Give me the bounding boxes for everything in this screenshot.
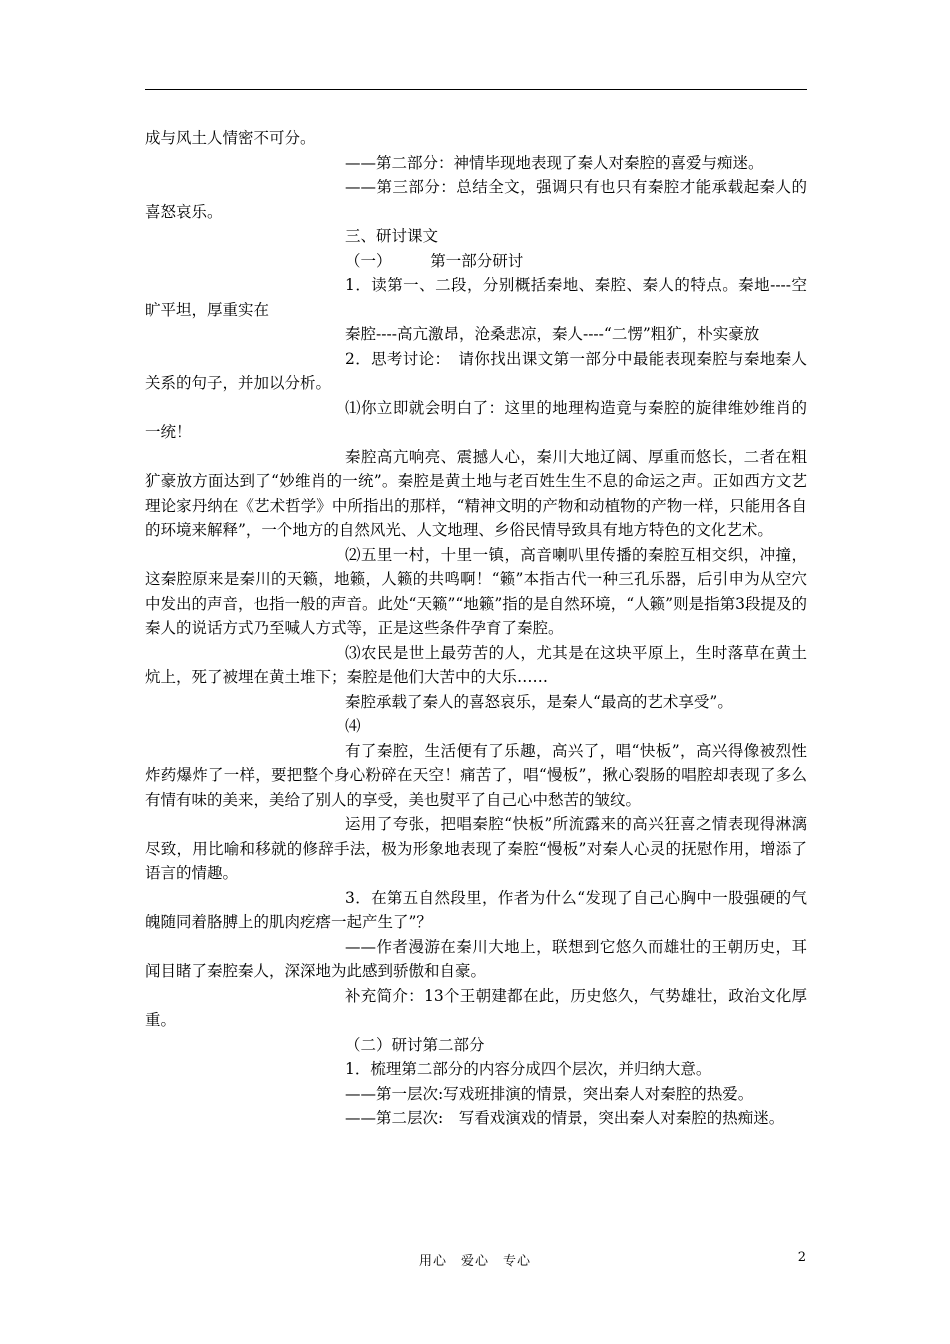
paragraph: 秦腔高亢响亮、震撼人心，秦川大地辽阔、厚重而悠长，二者在粗犷豪放方面达到了“妙维肖的一统”。秦腔是黄土地与老百姓生生不息的命运之声。正如西方文艺理论家丹纳在《艺术哲学》中所指出的那样，“精神文明的产物和动植物的产物一样，只能用各自的环境来解释”，一个地方的自然风光、人文地理、乡俗民情导致具有地方特色的文化艺术。 [145,447,807,539]
paragraph: 秦腔----高亢激昂，沧桑悲凉，秦人----“二愣”粗犷，朴实豪放 [345,325,760,343]
paragraph: 1．梳理第二部分的内容分成四个层次，并归纳大意。 [345,1060,712,1078]
paragraph: 1．读第一、二段，分别概括秦地、秦腔、秦人的特点。秦地----空旷平坦，厚重实在 [145,276,807,319]
subsection-heading: （二）研讨第二部分 [345,1035,485,1054]
paragraph: ——第二部分：神情毕现地表现了秦人对秦腔的喜爱与痴迷。 [345,153,764,172]
paragraph: 成与风土人情密不可分。 [145,129,316,147]
paragraph: ——作者漫游在秦川大地上，联想到它悠久而雄壮的王朝历史，耳闻目睹了秦腔秦人，深深地为此感到骄傲和自豪。 [145,937,807,980]
subsection-heading: （一） 第一部分研讨 [345,251,524,270]
page-number: 2 [797,1250,806,1265]
paragraph: ——第三部分：总结全文，强调只有也只有秦腔才能承载起秦人的喜怒哀乐。 [145,178,807,221]
paragraph: ⑵五里一村，十里一镇，高音喇叭里传播的秦腔互相交织，冲撞，这秦腔原来是秦川的天籁，地籁，人籁的共鸣啊！“籁”本指古代一种三孔乐器，后引申为从空穴中发出的声音，也指一般的声音。此处“天籁”“地籁”指的是自然环境，“人籁”则是指第3段提及的秦人的说话方式乃至喊人方式等，正是这些条件孕育了秦腔。 [145,545,807,637]
section-heading: 三、研讨课文 [345,227,439,245]
paragraph: 补充简介：13个王朝建都在此，历史悠久，气势雄壮，政治文化厚重。 [145,986,807,1029]
header-rule [145,89,807,90]
footer-slogan: 用心 爱心 专心 [418,1254,531,1269]
paragraph: 2．思考讨论： 请你找出课文第一部分中最能表现秦腔与秦地秦人关系的句子，并加以分析。 [145,349,807,392]
document-body [145,126,807,1131]
paragraph: 秦腔承载了秦人的喜怒哀乐，是秦人“最高的艺术享受”。 [345,692,733,711]
paragraph: ——第一层次:写戏班排演的情景，突出秦人对秦腔的热爱。 [345,1084,754,1103]
paragraph: ⑶农民是世上最劳苦的人，尤其是在这块平原上，生时落草在黄土炕上，死了被埋在黄土堆下；秦腔是他们大苦中的大乐…… [145,643,807,686]
paragraph: ⑴你立即就会明白了：这里的地理构造竟与秦腔的旋律维妙维肖的一统！ [145,398,807,441]
paragraph: 运用了夸张，把唱秦腔“快板”所流露来的高兴狂喜之情表现得淋漓尽致，用比喻和移就的修辞手法，极为形象地表现了秦腔“慢板”对秦人心灵的抚慰作用，增添了语言的情趣。 [145,815,807,882]
paragraph: ⑷ [345,717,361,735]
paragraph: 3．在第五自然段里，作者为什么“发现了自己心胸中一股强硬的气魄随同着胳膊上的肌肉疙瘩一起产生了”？ [145,888,807,931]
paragraph: 有了秦腔，生活便有了乐趣，高兴了，唱“快板”，高兴得像被烈性炸药爆炸了一样，要把整个身心粉碎在天空！痛苦了，唱“慢板”，揪心裂肠的唱腔却表现了多么有情有味的美来，美给了别人的享受，美也熨平了自己心中愁苦的皱纹。 [145,741,807,809]
paragraph: ——第二层次: 写看戏演戏的情景，突出秦人对秦腔的热痴迷。 [345,1109,785,1127]
